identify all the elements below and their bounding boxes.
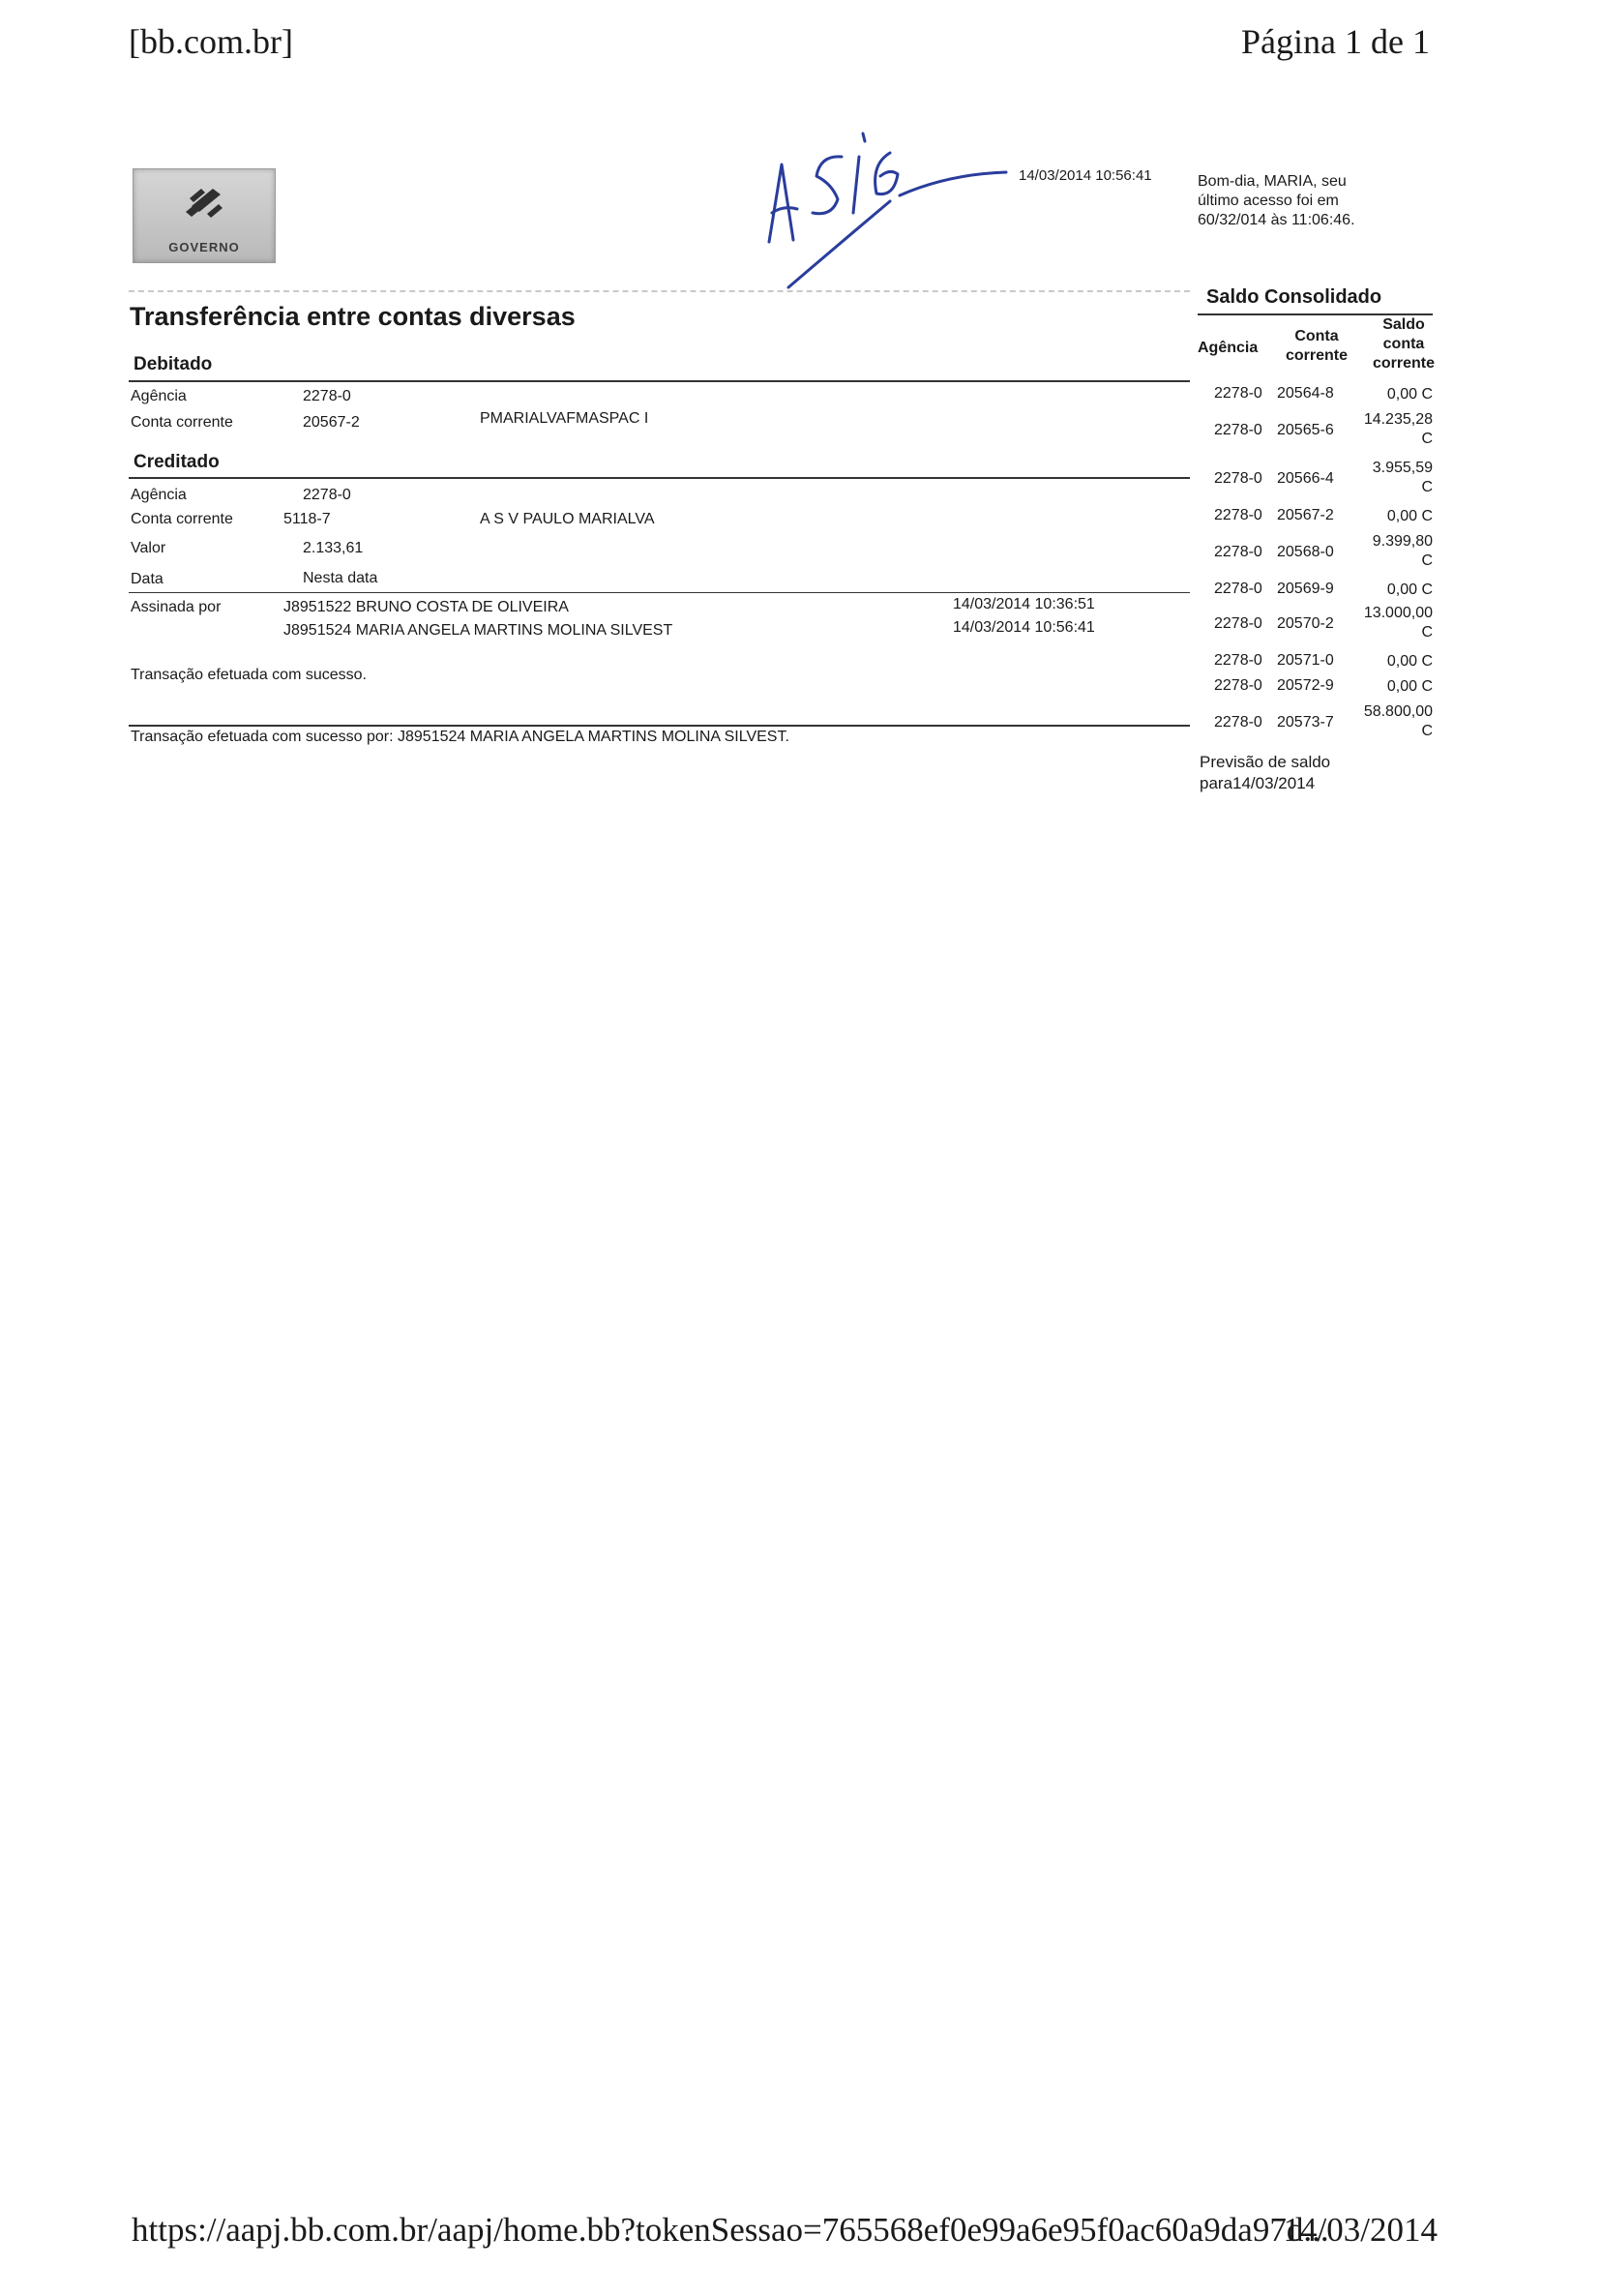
creditado-conta-label: Conta corrente (131, 511, 233, 527)
saldo-conta: 20569-9 (1277, 581, 1334, 597)
saldo-title: Saldo Consolidado (1206, 286, 1382, 308)
saldo-agencia: 2278-0 (1214, 544, 1262, 560)
creditado-titular: A S V PAULO MARIALVA (480, 511, 655, 527)
bb-logo-icon (134, 169, 275, 237)
page-title: Transferência entre contas diversas (130, 302, 576, 331)
debitado-agencia-value: 2278-0 (303, 388, 351, 404)
signer-datetime: 14/03/2014 10:36:51 (953, 596, 1095, 612)
saldo-sign: C (1421, 624, 1433, 641)
saldo-row (1214, 459, 1433, 501)
saldo-conta: 20565-6 (1277, 422, 1334, 438)
saldo-conta: 20568-0 (1277, 544, 1334, 560)
saldo-row (1214, 604, 1433, 646)
creditado-agencia-value: 2278-0 (303, 487, 351, 503)
saldo-agencia: 2278-0 (1214, 677, 1262, 694)
section-rule (129, 592, 1190, 593)
saldo-row (1214, 702, 1433, 745)
print-footer-url: https://aapj.bb.com.br/aapj/home.bb?tokenSessao=765568ef0e99a6e95f0ac60a9da97d... (132, 2211, 1329, 2249)
greeting-line: último acesso foi em (1198, 193, 1339, 209)
saldo-value: 0,00 C (1386, 653, 1433, 670)
saldo-value: 0,00 C (1386, 581, 1433, 598)
saldo-row (1214, 581, 1433, 602)
debitado-agencia-label: Agência (131, 388, 187, 404)
status-message: Transação efetuada com sucesso. (131, 667, 367, 683)
saldo-agencia: 2278-0 (1214, 615, 1262, 632)
saldo-col-agencia: Agência (1198, 340, 1259, 356)
debitado-heading: Debitado (134, 354, 213, 374)
data-label: Data (131, 571, 163, 587)
saldo-conta: 20564-8 (1277, 385, 1334, 402)
saldo-conta: 20567-2 (1277, 507, 1334, 523)
signer-name: J8951522 BRUNO COSTA DE OLIVEIRA (283, 599, 569, 615)
handwritten-signature (735, 116, 1025, 300)
saldo-row (1214, 677, 1433, 699)
saldo-conta: 20573-7 (1277, 714, 1334, 731)
signer-name: J8951524 MARIA ANGELA MARTINS MOLINA SILVEST (283, 622, 673, 639)
previsao-saldo (1200, 752, 1330, 794)
saldo-col-saldo (1372, 315, 1436, 373)
logo-caption: GOVERNO (168, 240, 240, 254)
previsao-line: Previsão de saldo (1200, 753, 1331, 771)
data-value: Nesta data (303, 570, 378, 586)
saldo-value: 0,00 C (1386, 386, 1433, 403)
saldo-agencia: 2278-0 (1214, 714, 1262, 731)
saldo-sign: C (1421, 479, 1433, 495)
creditado-agencia-label: Agência (131, 487, 187, 503)
section-rule (129, 477, 1190, 479)
saldo-value: 0,00 C (1386, 678, 1433, 695)
saldo-col-conta-line: Conta (1294, 328, 1339, 344)
creditado-conta-value: 5118-7 (283, 511, 331, 527)
saldo-agencia: 2278-0 (1214, 385, 1262, 402)
debitado-conta-value: 20567-2 (303, 414, 360, 431)
saldo-sign: C (1421, 723, 1433, 739)
saldo-row (1214, 385, 1433, 406)
greeting (1198, 172, 1391, 230)
saldo-row (1214, 532, 1433, 575)
valor-label: Valor (131, 540, 166, 556)
saldo-agencia: 2278-0 (1214, 422, 1262, 438)
header-divider (129, 290, 1190, 292)
saldo-sign: C (1421, 431, 1433, 447)
saldo-value: 0,00 C (1386, 508, 1433, 524)
saldo-col-saldo-line: corrente (1372, 355, 1436, 372)
saldo-value (1364, 410, 1433, 449)
previsao-line: para14/03/2014 (1200, 774, 1316, 792)
saldo-value (1364, 604, 1433, 642)
assinada-por-label: Assinada por (131, 599, 222, 615)
saldo-col-saldo-line: Saldo (1382, 316, 1425, 333)
saldo-agencia: 2278-0 (1214, 470, 1262, 487)
print-footer-date: 14/03/2014 (1283, 2211, 1438, 2249)
valor-value: 2.133,61 (303, 540, 364, 556)
saldo-sign: C (1421, 552, 1433, 569)
footer-rule (129, 725, 1190, 727)
saldo-value (1373, 459, 1433, 497)
saldo-amount: 58.800,00 (1363, 703, 1433, 720)
saldo-amount: 3.955,59 (1372, 460, 1433, 476)
saldo-conta: 20571-0 (1277, 652, 1334, 669)
greeting-line: 60/32/014 às 11:06:46. (1198, 212, 1355, 228)
saldo-agencia: 2278-0 (1214, 507, 1262, 523)
greeting-line: Bom-dia, MARIA, seu (1198, 173, 1347, 190)
saldo-agencia: 2278-0 (1214, 581, 1262, 597)
saldo-conta: 20570-2 (1277, 615, 1334, 632)
saldo-amount: 14.235,28 (1363, 411, 1433, 428)
saldo-value (1373, 532, 1433, 571)
saldo-col-conta-line: corrente (1285, 347, 1349, 364)
saldo-row (1214, 507, 1433, 528)
saldo-conta: 20572-9 (1277, 677, 1334, 694)
section-rule (129, 380, 1190, 382)
confirmation-message: Transação efetuada com sucesso por: J8951524 MARIA ANGELA MARTINS MOLINA SILVEST. (131, 729, 789, 745)
saldo-row (1214, 652, 1433, 673)
saldo-agencia: 2278-0 (1214, 652, 1262, 669)
signer-datetime: 14/03/2014 10:56:41 (953, 619, 1095, 636)
saldo-row (1214, 410, 1433, 453)
saldo-col-saldo-line: conta (1382, 336, 1425, 352)
session-timestamp: 14/03/2014 10:56:41 (1019, 167, 1152, 184)
saldo-amount: 13.000,00 (1363, 605, 1433, 621)
saldo-amount: 9.399,80 (1372, 533, 1433, 550)
debitado-conta-label: Conta corrente (131, 414, 233, 431)
debitado-titular: PMARIALVAFMASPAC I (480, 410, 649, 427)
saldo-conta: 20566-4 (1277, 470, 1334, 487)
saldo-value (1364, 702, 1433, 741)
bank-logo (133, 168, 276, 263)
print-header-page: Página 1 de 1 (1241, 22, 1430, 61)
creditado-heading: Creditado (134, 452, 220, 472)
print-header-site: [bb.com.br] (129, 22, 293, 61)
saldo-col-conta (1273, 327, 1360, 366)
